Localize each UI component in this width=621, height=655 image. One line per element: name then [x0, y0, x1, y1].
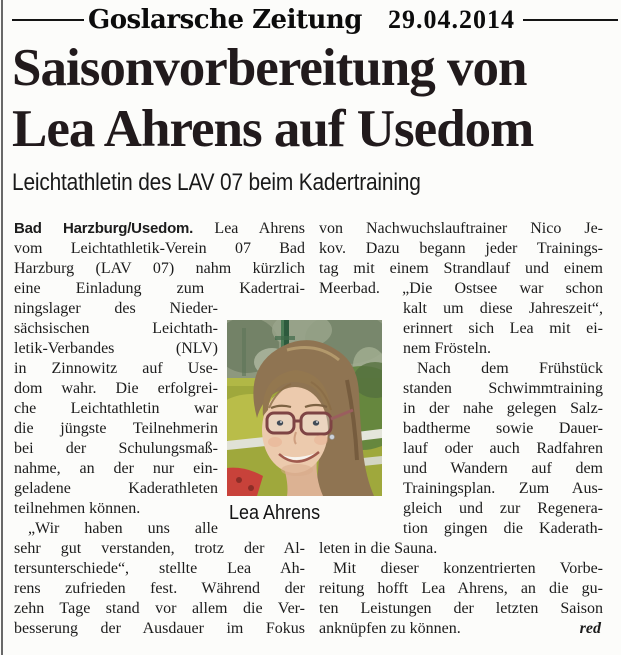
issue-date: 29.04.2014: [387, 5, 515, 34]
article-line-text: anknüpfen zu können.: [319, 620, 461, 637]
article-line: und Wandern auf dem: [403, 460, 603, 477]
article-line: sehr gut verstanden, trotz der Al-: [14, 540, 305, 557]
article-line: kov. Dazu begann jeder Trainings-: [319, 240, 603, 257]
masthead-rule-left: [12, 19, 84, 21]
article-line: Harzburg (LAV 07) nahm kürzlich: [14, 260, 305, 277]
article-headline: [12, 38, 614, 160]
masthead: [12, 2, 618, 38]
article-line: zehn Tage stand vor allem die Ver-: [14, 600, 305, 617]
article-line: che Leichtathletin war: [14, 400, 218, 417]
article-line: eine Einladung zum Kadertrai-: [14, 280, 305, 297]
article-line: ten Leistungen der letzten Saison: [319, 600, 603, 617]
article-line: lauf oder auch Radfahren: [403, 440, 603, 457]
article-line: die jüngste Teilnehmerin: [14, 420, 218, 437]
dateline: Bad Harzburg/Usedom.: [14, 220, 194, 237]
newspaper-name: Goslarsche Zeitung: [88, 5, 362, 35]
article-line: teilnehmen können.: [14, 500, 141, 517]
article-line: tersunterschiede“, stellte Lea Ah-: [14, 560, 305, 577]
headline-line-1: Saisonvorbereitung von: [12, 39, 527, 97]
article-line: [319, 619, 603, 639]
article-line: badtherme sowie Dauer-: [403, 420, 603, 437]
article-line: sächsischen Leichtath-: [14, 320, 218, 337]
author-byline: red: [579, 620, 601, 637]
photo-caption: Lea Ahrens: [229, 502, 321, 524]
article-line: ningslager des Nieder-: [14, 300, 218, 317]
article-line: Nach dem Frühstück: [417, 360, 603, 377]
headline-line-2: Lea Ahrens auf Usedom: [12, 100, 534, 158]
article-line: reitung hofft Lea Ahrens, an die gu-: [319, 580, 603, 597]
article-line: vom Leichtathletik-Verein 07 Bad: [14, 240, 305, 257]
article-line: von Nachwuchslauftrainer Nico Je-: [319, 220, 603, 237]
article-line: Meerbad. „Die Ostsee war schon: [319, 280, 603, 297]
article-line: rens zufrieden fest. Während der: [14, 580, 305, 597]
article-line: Bad Harzburg/Usedom. Lea Ahrens: [14, 220, 305, 237]
article-line: Trainingsplan. Zum Aus-: [403, 480, 603, 497]
article-line: geladene Kaderathleten: [14, 480, 218, 497]
article-line: nahme, an der nur ein-: [14, 460, 218, 477]
article-line: tag mit einem Strandlauf und einem: [319, 260, 603, 277]
article-line: nem Frösteln.: [403, 340, 491, 357]
article-line: bei der Schulungsmaß-: [14, 440, 218, 457]
scan-left-edge-line: [1, 0, 3, 655]
article-line: standen Schwimmtraining: [403, 380, 603, 397]
article-line: kalt um diese Jahreszeit“,: [403, 300, 603, 317]
lea-ahrens-photo: [227, 320, 382, 496]
article-line: dom wahr. Die erfolgrei-: [14, 380, 218, 397]
article-line: besserung der Ausdauer im Fokus: [14, 620, 305, 637]
article-line: „Wir haben uns alle: [28, 520, 218, 537]
article-line: tion gingen die Kaderath-: [403, 520, 603, 537]
masthead-rule-right: [523, 19, 618, 21]
article-line: in Zinnowitz auf Use-: [14, 360, 218, 377]
article-line: leten in die Sauna.: [319, 540, 438, 557]
article-subheadline: Leichtathletin des LAV 07 beim Kadertraining: [12, 169, 421, 196]
article-line: Mit dieser konzentrierten Vorbe-: [333, 560, 603, 577]
article-line: gleich und zur Regenera-: [403, 500, 603, 517]
article-line: letik-Verbandes (NLV): [14, 340, 218, 357]
portrait-illustration: [227, 320, 382, 496]
article-line: in der nahe gelegen Salz-: [403, 400, 603, 417]
article-line: erinnert sich Lea mit ei-: [403, 320, 603, 337]
